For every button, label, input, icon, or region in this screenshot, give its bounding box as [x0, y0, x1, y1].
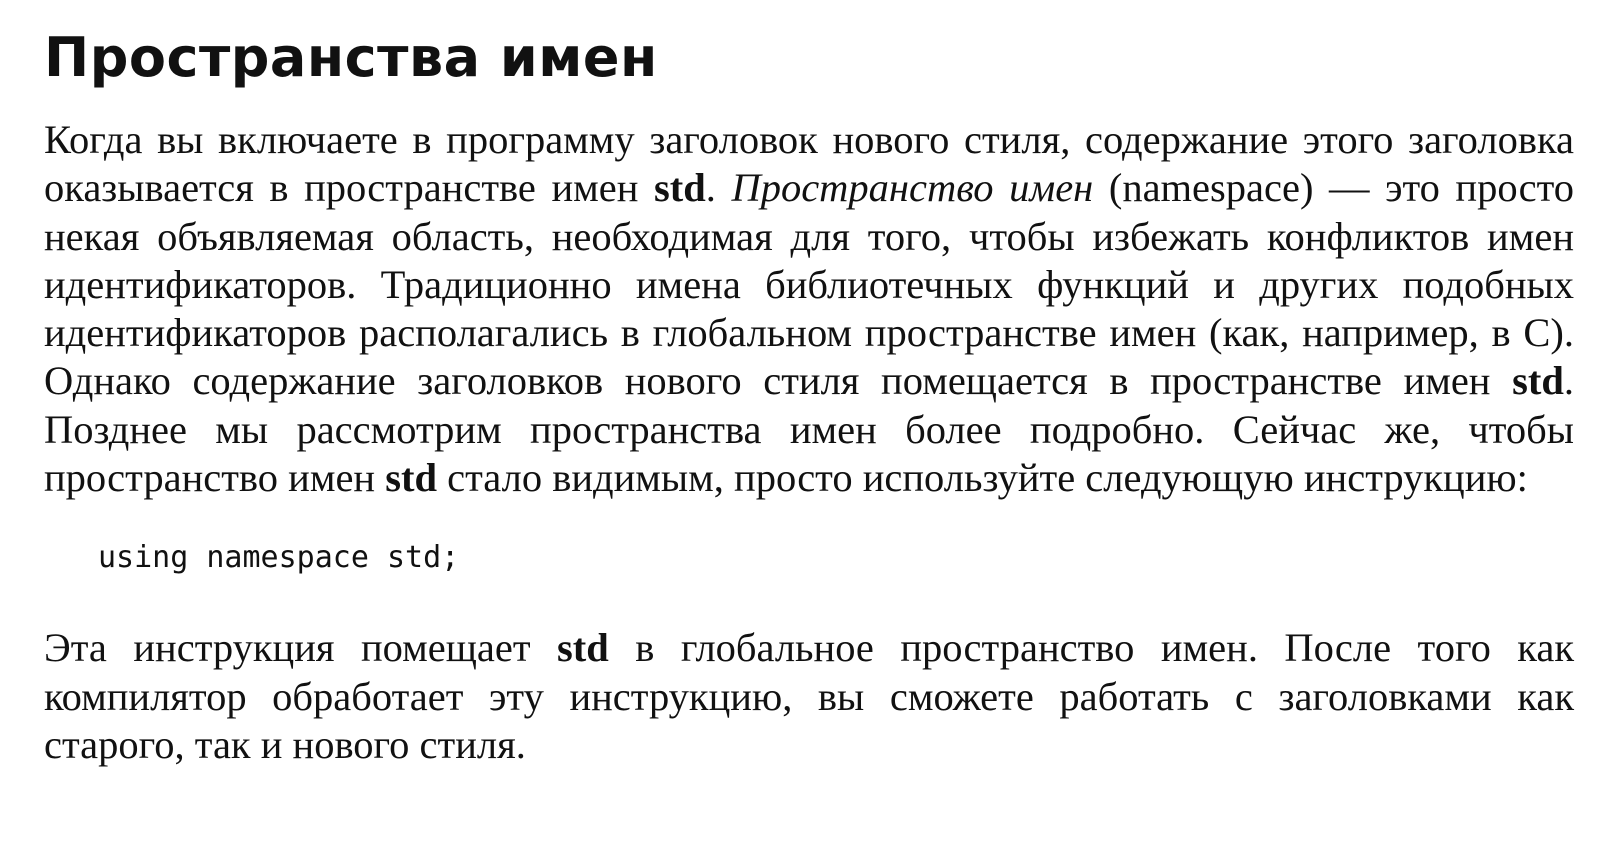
paragraph-text: в глобальное пространство имен. После того как компилятор обработает эту инструкцию, вы сможете работать с заголовками как старого, так и нового стиля.: [44, 625, 1575, 767]
code-snippet: using namespace std;: [98, 540, 460, 576]
paragraph-text: . Позднее мы рассмотрим пространства имен более подробно. Сейчас же, чтобы пространство имен: [44, 358, 1574, 501]
paragraph-followup: [44, 624, 1574, 769]
paragraph-text: (namespace) — это просто некая объявляемая область, необходимая для того, чтобы избежать конфликтов имен идентификаторов. Традиционно имена библиотечных функций и других подобных идентификаторов располагались в глобальном пространстве имен (как, например, в C). Однако содержание заголовков нового стиля помещается в пространстве имен: [44, 165, 1575, 404]
section-heading: Пространства имен: [44, 26, 658, 89]
document-page: [44, 22, 1574, 769]
keyword-std: std: [385, 455, 438, 501]
keyword-std: std: [653, 165, 706, 211]
paragraph-text: Когда вы включаете в программу заголовок нового стиля, содержание этого заголовка оказывается в пространстве имен: [44, 117, 1574, 211]
paragraph-text: Эта инструкция помещает: [44, 625, 558, 671]
term-namespace: Пространство имен: [731, 165, 1094, 211]
paragraph-text: .: [705, 165, 732, 211]
paragraph-text: стало видимым, просто используйте следующую инструкцию:: [437, 455, 1528, 501]
keyword-std: std: [1512, 358, 1564, 404]
keyword-std: std: [557, 625, 609, 671]
paragraph-intro: [44, 116, 1574, 502]
